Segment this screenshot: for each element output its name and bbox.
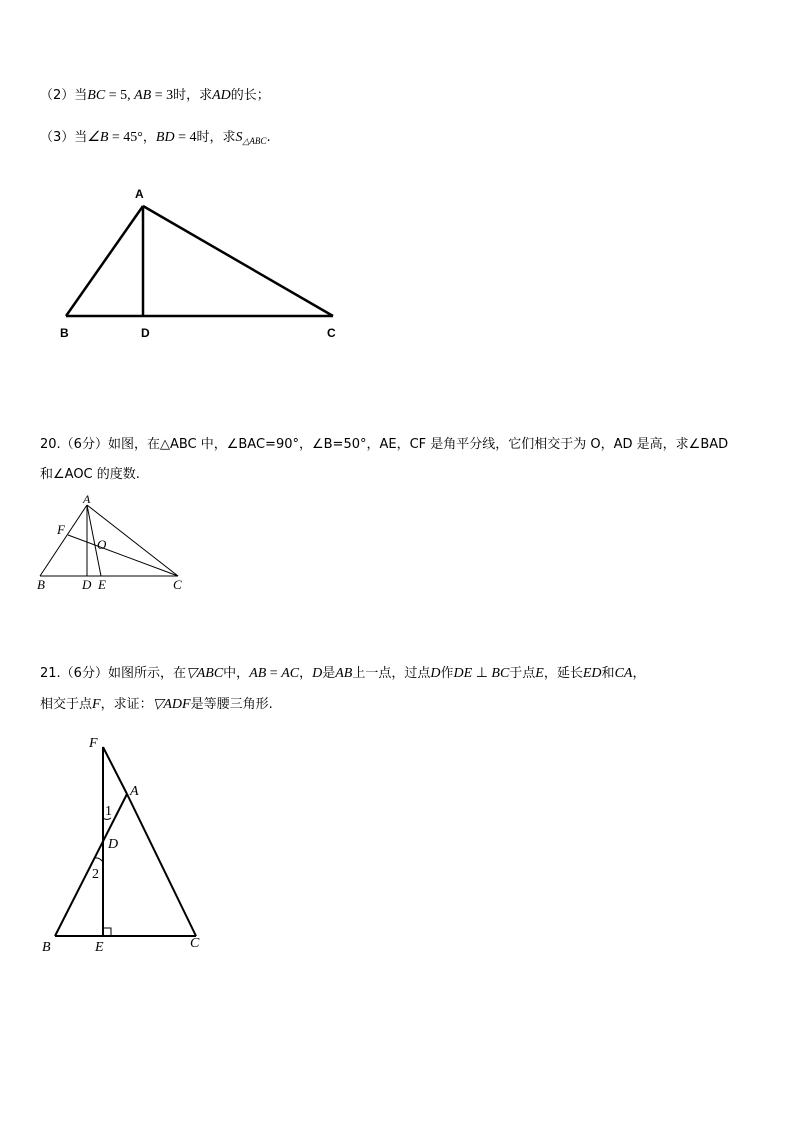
q19-part2-text: （2）当BC = 5, AB = 3时，求AD的长；: [40, 88, 270, 103]
point-label-A: A: [135, 187, 144, 201]
point-label-D: D: [82, 577, 92, 592]
q20-text-line2: 和∠AOC 的度数.: [40, 467, 140, 482]
point-label-O: O: [97, 537, 107, 552]
point-label-C: C: [173, 577, 182, 592]
part-number: （3）: [40, 130, 75, 145]
angle-2-arc: [95, 858, 103, 862]
angle-label-1: 1: [105, 804, 112, 819]
point-label-B: B: [37, 577, 45, 592]
angle-label-2: 2: [92, 867, 99, 882]
point-label-E: E: [98, 577, 106, 592]
point-label-F: F: [57, 522, 65, 537]
point-label-A: A: [130, 784, 139, 799]
point-label-C: C: [327, 326, 336, 340]
right-angle-mark: [103, 928, 111, 936]
point-label-B: B: [60, 326, 69, 340]
segment-BA: [55, 794, 127, 936]
point-label-E: E: [95, 940, 104, 955]
point-label-C: C: [190, 936, 200, 951]
q21-text-line2: 相交于点F，求证：▽ADF是等腰三角形.: [40, 697, 273, 712]
q19-part3-text: （3）当∠B = 45°，BD = 4时，求$S_{\triangle ABC}$.: [40, 130, 271, 146]
part-number: （2）: [40, 88, 75, 103]
point-label-D: D: [141, 326, 150, 340]
segment-FA: [103, 747, 127, 794]
segment-AC: [127, 794, 196, 936]
point-label-A: A: [83, 492, 91, 506]
q21-text-line1: 21.（6分）如图所示，在▽ABC中，AB = AC，D是AB上一点，过点D作DE ⊥ BC于点E，延长ED和CA，: [40, 666, 646, 681]
point-label-B: B: [42, 940, 51, 955]
point-label-D: D: [108, 837, 119, 852]
q20-text-line1: 20.（6分）如图，在△ABC 中，∠BAC=90°，∠B=50°，AE，CF 是角平分线，它们相交于为 O，AD 是高，求∠BAD: [40, 437, 729, 452]
point-label-F: F: [89, 736, 98, 751]
